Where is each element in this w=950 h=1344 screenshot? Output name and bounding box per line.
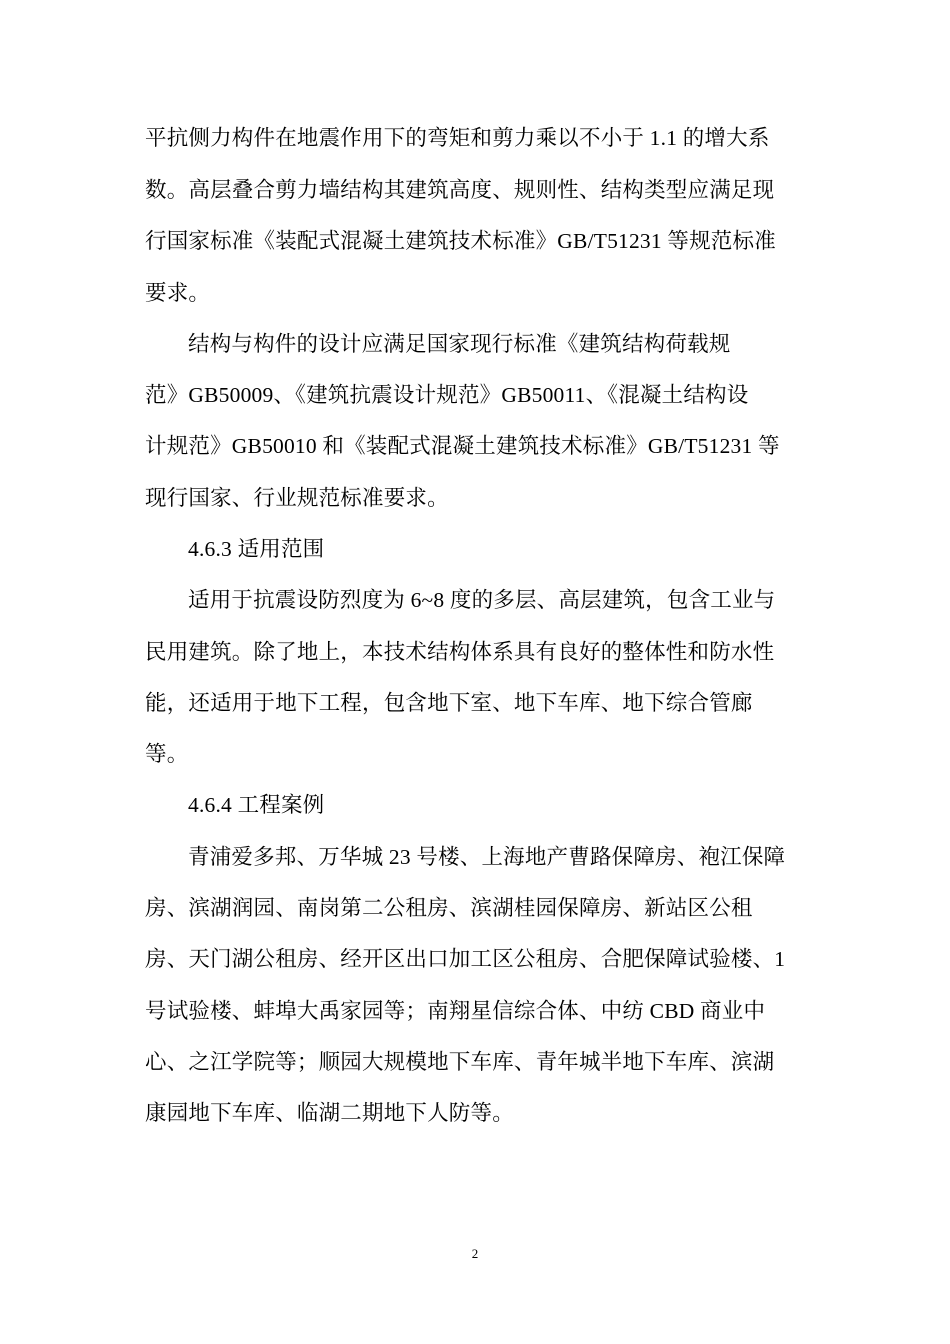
paragraph-2-line-1: 结构与构件的设计应满足国家现行标准《建筑结构荷载规 xyxy=(188,332,731,356)
paragraph-4-line-6: 康园地下车库、临湖二期地下人防等。 xyxy=(145,1101,514,1125)
paragraph-4-line-2: 房、滨湖润园、南岗第二公租房、滨湖桂园保障房、新站区公租 xyxy=(145,896,753,920)
page-number: 2 xyxy=(471,1246,479,1261)
paragraph-1-line-1: 平抗侧力构件在地震作用下的弯矩和剪力乘以不小于 1.1 的增大系 xyxy=(145,126,770,150)
section-heading-4-6-3: 4.6.3 适用范围 xyxy=(188,537,325,561)
paragraph-4-line-1: 青浦爱多邦、万华城 23 号楼、上海地产曹路保障房、袍江保障 xyxy=(188,845,786,869)
paragraph-3-line-4: 等。 xyxy=(145,742,189,766)
paragraph-3-line-3: 能，还适用于地下工程，包含地下室、地下车库、地下综合管廊 xyxy=(145,691,753,715)
paragraph-3-line-2: 民用建筑。除了地上，本技术结构体系具有良好的整体性和防水性 xyxy=(145,640,775,664)
paragraph-4-line-4: 号试验楼、蚌埠大禹家园等；南翔星信综合体、中纺 CBD 商业中 xyxy=(145,999,766,1023)
section-heading-4-6-4: 4.6.4 工程案例 xyxy=(188,793,325,817)
paragraph-1-line-3: 行国家标准《装配式混凝土建筑技术标准》GB/T51231 等规范标准 xyxy=(145,229,776,253)
paragraph-1-line-4: 要求。 xyxy=(145,281,211,305)
paragraph-3-line-1: 适用于抗震设防烈度为 6~8 度的多层、高层建筑，包含工业与 xyxy=(188,588,776,612)
paragraph-1-line-2: 数。高层叠合剪力墙结构其建筑高度、规则性、结构类型应满足现 xyxy=(145,178,775,202)
paragraph-4-line-5: 心、之江学院等；顺园大规模地下车库、青年城半地下车库、滨湖 xyxy=(145,1050,775,1074)
paragraph-4-line-3: 房、天门湖公租房、经开区出口加工区公租房、合肥保障试验楼、1 xyxy=(145,947,786,971)
paragraph-2-line-4: 现行国家、行业规范标准要求。 xyxy=(145,486,449,510)
paragraph-2-line-3: 计规范》GB50010 和《装配式混凝土建筑技术标准》GB/T51231 等 xyxy=(145,434,780,458)
paragraph-2-line-2: 范》GB50009、《建筑抗震设计规范》GB50011、《混凝土结构设 xyxy=(145,383,749,407)
